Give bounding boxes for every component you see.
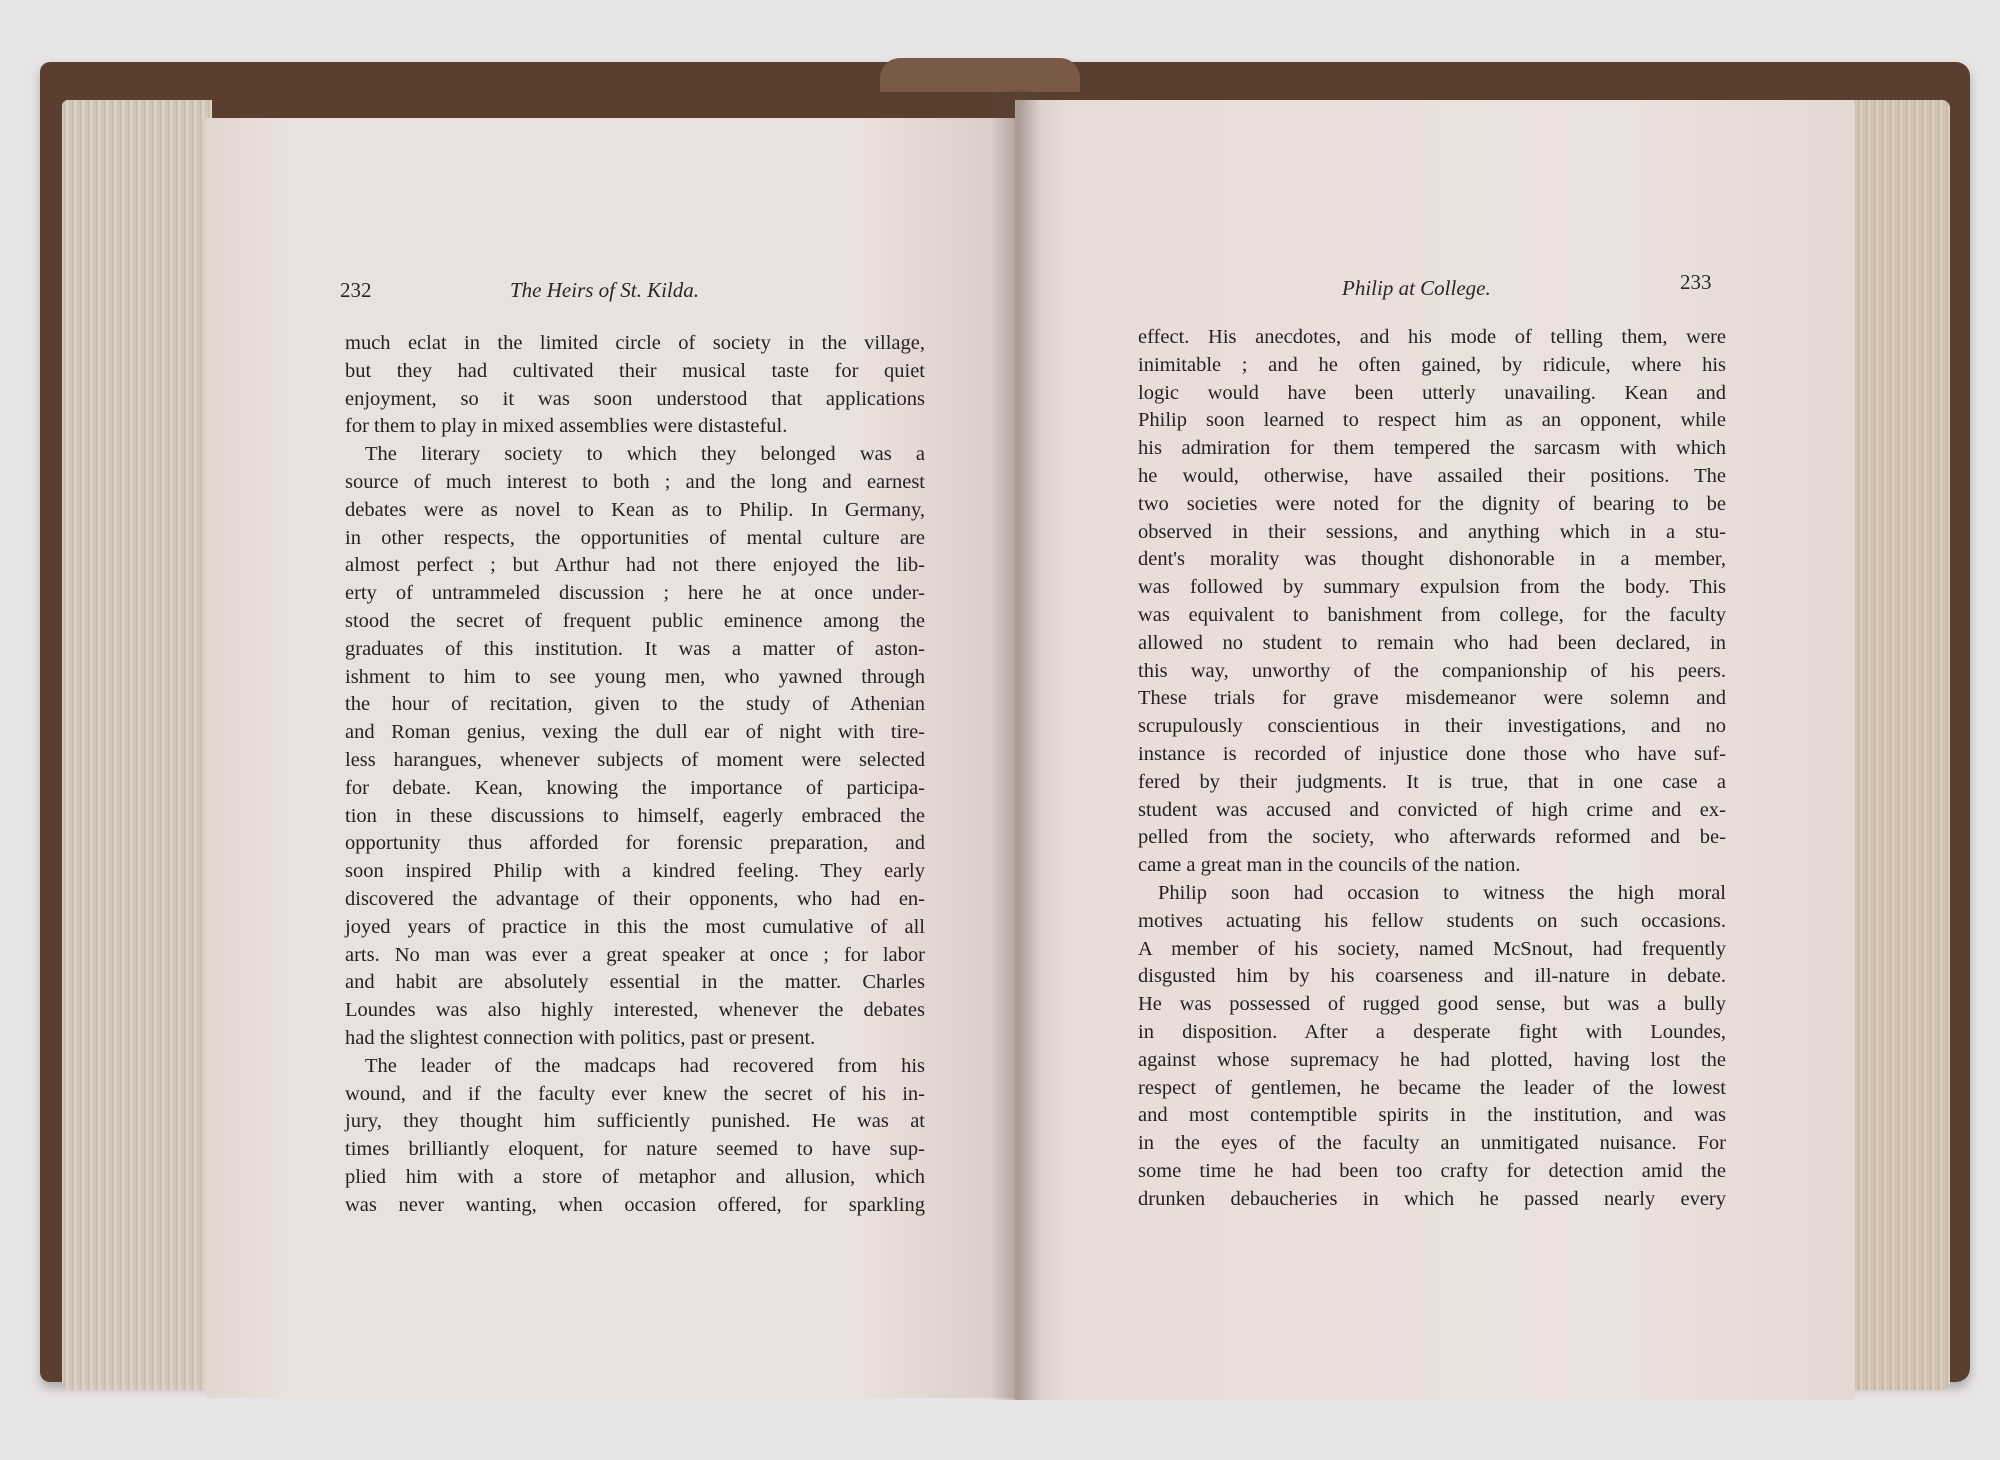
- right-text-line: student was accused and convicted of high crime and ex-: [1138, 798, 1726, 821]
- left-text-line: stood the secret of frequent public eminence among the: [345, 609, 925, 632]
- left-text-line: in other respects, the opportunities of mental culture are: [345, 526, 925, 549]
- book-gutter: [990, 90, 1040, 1400]
- left-text-line: joyed years of practice in this the most cumulative of all: [345, 915, 925, 938]
- left-text-line: but they had cultivated their musical taste for quiet: [345, 359, 925, 382]
- right-text-line: drunken debaucheries in which he passed nearly every: [1138, 1187, 1726, 1210]
- left-text-line: times brilliantly eloquent, for nature seemed to have sup-: [345, 1138, 925, 1161]
- right-page-body: [1138, 324, 1726, 1214]
- right-text-line: Philip soon learned to respect him as an opponent, while: [1138, 409, 1726, 432]
- left-text-line: tion in these discussions to himself, eagerly embraced the: [345, 804, 925, 827]
- left-text-line: wound, and if the faculty ever knew the secret of his in-: [345, 1082, 925, 1105]
- left-page-body: [345, 330, 925, 1220]
- left-text-line: for them to play in mixed assemblies were distasteful.: [345, 415, 788, 438]
- left-text-line: soon inspired Philip with a kindred feeling. They early: [345, 860, 925, 883]
- left-text-line: for debate. Kean, knowing the importance of participa-: [345, 776, 925, 799]
- left-text-line: much eclat in the limited circle of society in the village,: [345, 332, 925, 354]
- left-running-head-text: The Heirs of St. Kilda.: [510, 278, 700, 302]
- left-text-line: discovered the advantage of their opponents, who had en-: [345, 887, 925, 910]
- left-text-line: jury, they thought him sufficiently punished. He was at: [345, 1110, 925, 1133]
- right-text-line: pelled from the society, who afterwards reformed and be-: [1138, 826, 1726, 849]
- left-text-line: arts. No man was ever a great speaker at once ; for labor: [345, 943, 925, 966]
- left-text-line: ishment to him to see young men, who yawned through: [345, 665, 925, 688]
- right-text-line: his admiration for them tempered the sarcasm with which: [1138, 437, 1726, 460]
- right-text-line: motives actuating his fellow students on such occasions.: [1138, 909, 1726, 932]
- right-text-line: instance is recorded of injustice done those who have suf-: [1138, 742, 1726, 765]
- right-text-line: this way, unworthy of the companionship of his peers.: [1138, 659, 1726, 682]
- right-text-line: These trials for grave misdemeanor were solemn and: [1138, 687, 1726, 710]
- right-text-line: A member of his society, named McSnout, had frequently: [1138, 937, 1726, 960]
- right-text-line: he would, otherwise, have assailed their positions. The: [1138, 464, 1726, 487]
- right-text-line: effect. His anecdotes, and his mode of telling them, were: [1138, 326, 1726, 348]
- right-text-line: and most contemptible spirits in the institution, and was: [1138, 1104, 1726, 1127]
- left-page-edges: [62, 100, 212, 1390]
- right-text-line: was equivalent to banishment from college, for the faculty: [1138, 603, 1726, 626]
- left-text-line: had the slightest connection with politics, past or present.: [345, 1026, 816, 1049]
- right-text-line: observed in their sessions, and anything which in a stu-: [1138, 520, 1726, 543]
- left-text-line: enjoyment, so it was soon understood that applications: [345, 387, 925, 410]
- right-text-line: inimitable ; and he often gained, by ridicule, where his: [1138, 353, 1726, 376]
- right-running-head: [1342, 276, 1491, 301]
- right-text-line: against whose supremacy he had plotted, having lost the: [1138, 1048, 1726, 1071]
- left-text-line: The literary society to which they belonged was a: [365, 443, 925, 466]
- right-text-line: came a great man in the councils of the nation.: [1138, 854, 1521, 877]
- left-text-line: less harangues, whenever subjects of moment were selected: [345, 748, 925, 771]
- right-page-number: 233: [1680, 270, 1712, 294]
- right-text-line: logic would have been utterly unavailing. Kean and: [1138, 381, 1726, 404]
- left-page-number: 232: [340, 278, 372, 302]
- left-text-line: and Roman genius, vexing the dull ear of night with tire-: [345, 721, 925, 744]
- left-text-line: opportunity thus afforded for forensic preparation, and: [345, 832, 925, 855]
- left-text-line: debates were as novel to Kean as to Philip. In Germany,: [345, 498, 925, 521]
- right-text-line: disgusted him by his coarseness and ill-nature in debate.: [1138, 965, 1726, 988]
- left-running-head: [510, 278, 699, 303]
- left-text-line: The leader of the madcaps had recovered from his: [365, 1054, 925, 1077]
- left-text-line: almost perfect ; but Arthur had not there enjoyed the lib-: [345, 554, 925, 577]
- left-text-line: source of much interest to both ; and the long and earnest: [345, 470, 925, 493]
- right-text-line: some time he had been too crafty for detection amid the: [1138, 1159, 1726, 1182]
- right-text-line: allowed no student to remain who had been declared, in: [1138, 631, 1726, 654]
- left-text-line: the hour of recitation, given to the study of Athenian: [345, 693, 925, 716]
- left-text-line: graduates of this institution. It was a matter of aston-: [345, 637, 925, 660]
- left-text-line: was never wanting, when occasion offered, for sparkling: [345, 1193, 925, 1216]
- right-text-line: dent's morality was thought dishonorable in a member,: [1138, 548, 1726, 571]
- right-text-line: He was possessed of rugged good sense, but was a bully: [1138, 993, 1726, 1016]
- right-text-line: Philip soon had occasion to witness the high moral: [1158, 881, 1726, 904]
- right-text-line: was followed by summary expulsion from the body. This: [1138, 576, 1726, 599]
- right-text-line: in the eyes of the faculty an unmitigated nuisance. For: [1138, 1132, 1726, 1155]
- right-text-line: scrupulously conscientious in their investigations, and no: [1138, 715, 1726, 738]
- right-page-edges: [1840, 100, 1950, 1390]
- book-spine: [880, 58, 1080, 92]
- left-text-line: plied him with a store of metaphor and allusion, which: [345, 1165, 925, 1188]
- left-text-line: Loundes was also highly interested, whenever the debates: [345, 999, 925, 1022]
- right-text-line: fered by their judgments. It is true, that in one case a: [1138, 770, 1726, 793]
- left-text-line: and habit are absolutely essential in the matter. Charles: [345, 971, 925, 994]
- right-text-line: respect of gentlemen, he became the leader of the lowest: [1138, 1076, 1726, 1099]
- right-text-line: in disposition. After a desperate fight with Loundes,: [1138, 1020, 1726, 1043]
- right-text-line: two societies were noted for the dignity of bearing to be: [1138, 492, 1726, 515]
- left-text-line: erty of untrammeled discussion ; here he at once under-: [345, 582, 925, 605]
- right-running-head-text: Philip at College.: [1342, 276, 1491, 300]
